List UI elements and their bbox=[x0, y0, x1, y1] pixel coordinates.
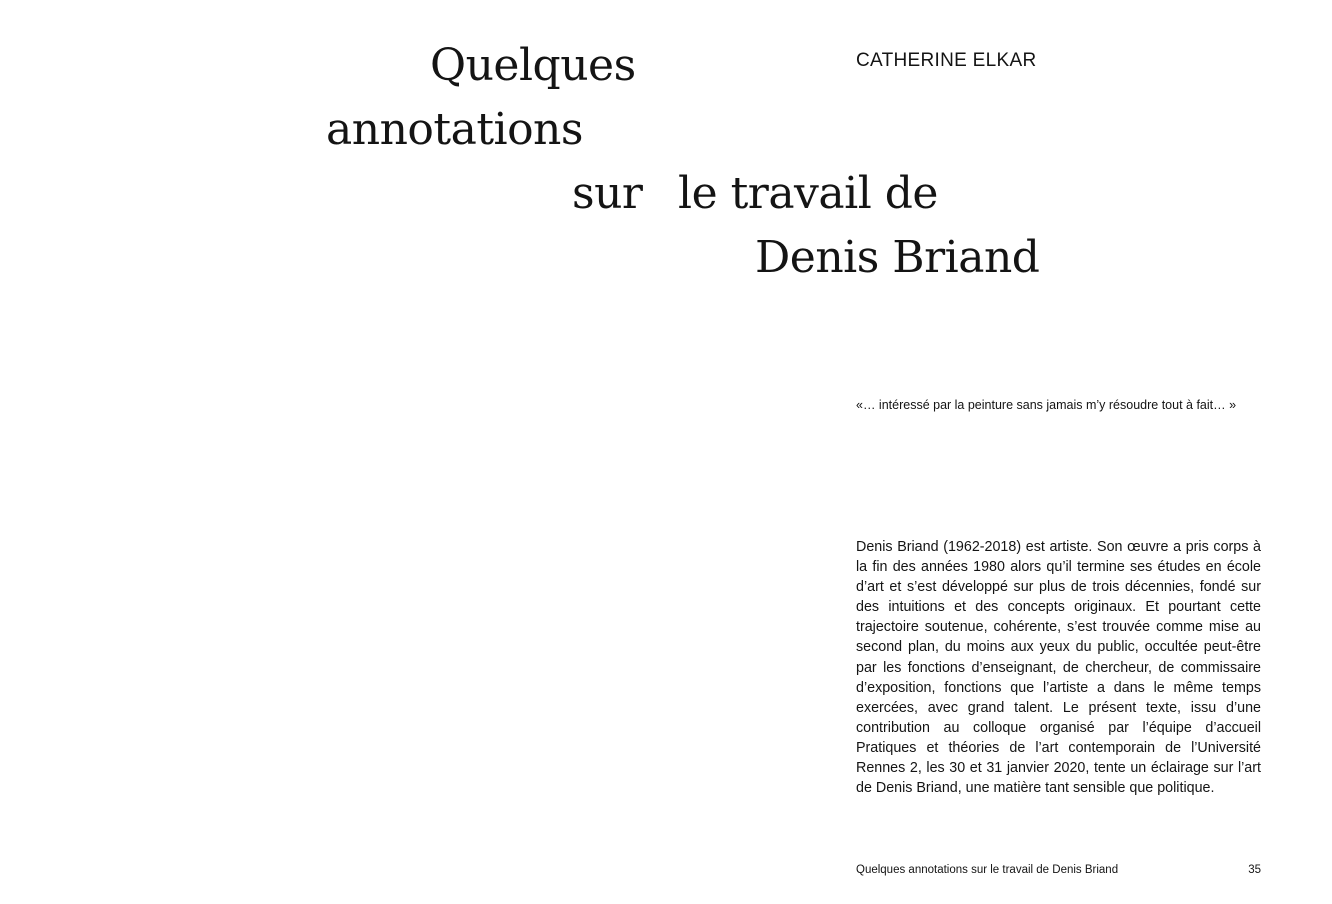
epigraph-quote: «… intéressé par la peinture sans jamais m’y résoudre tout à fait… » bbox=[856, 398, 1237, 412]
running-footer-title: Quelques annotations sur le travail de Denis Briand bbox=[856, 864, 1119, 876]
title-line-2: annotations bbox=[326, 104, 583, 155]
title-line-3-sur: sur bbox=[572, 168, 643, 219]
intro-paragraph: Denis Briand (1962-2018) est artiste. Son œuvre a pris corps à la fin des années 1980 alors qu’il termine ses études en école d’art et s’est développé sur plus de trois décennies, fondé sur des intuitions et des concepts originaux. Et pourtant cette trajectoire soutenue, cohérente, s’est trouvée comme mise au second plan, du moins aux yeux du public, occultée peut-être par les fonctions d’enseignant, de chercheur, de commissaire d’exposition, fonctions que l’artiste a dans le même temps exercées, avec grand talent. Le présent texte, issu d’une contribution au colloque organisé par l’équipe d’accueil Pratiques et théories de l’art contemporain de l’Université Rennes 2, les 30 et 31 janvier 2020, tente un éclairage sur l’art de Denis Briand, une matière tant sensible que politique. bbox=[856, 539, 1261, 797]
title-line-4: Denis Briand bbox=[755, 232, 1040, 283]
author-name: CATHERINE ELKAR bbox=[856, 50, 1037, 71]
page-number: 35 bbox=[1248, 864, 1261, 876]
title-line-3-travail: le travail de bbox=[678, 168, 938, 219]
title-line-1: Quelques bbox=[430, 40, 636, 91]
